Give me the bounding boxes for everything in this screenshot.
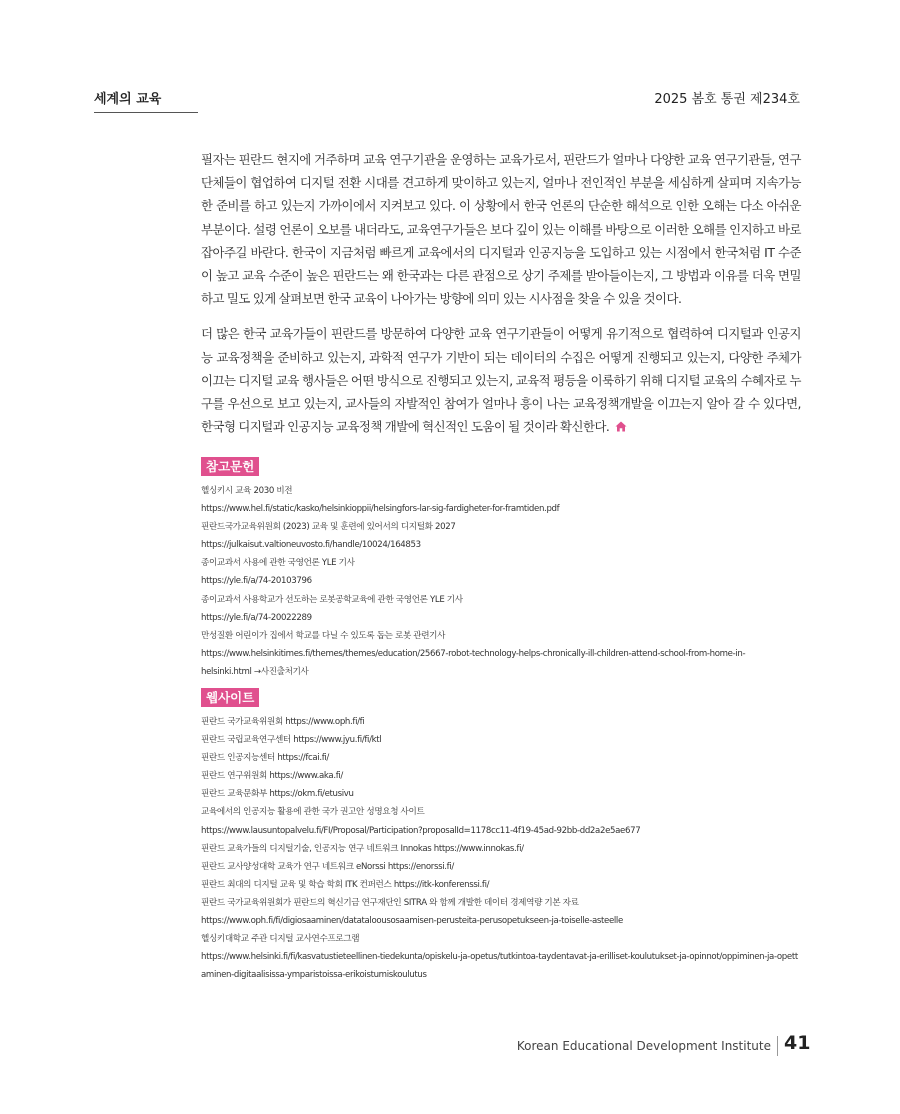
list-item: 핀란드 국가교육위원회가 핀란드의 혁신기금 연구재단인 SITRA 와 함께 개발한 데이터 경제역량 기본 자료 — [201, 897, 579, 908]
list-item[interactable]: https://www.lausuntopalvelu.fi/FI/Proposal/Participation?proposalId=1178cc11-4f19-45ad-92bb-dd2a2e5ae677 — [201, 825, 641, 836]
list-item: 교육에서의 인공지능 활용에 관한 국가 권고안 성명요청 사이트 — [201, 807, 425, 818]
paragraph — [201, 322, 801, 438]
list-item: 종이교과서 사용에 관한 국영언론 YLE 기사 — [201, 558, 355, 569]
references-label: 참고문헌 — [201, 457, 259, 476]
list-item[interactable]: 핀란드 인공지능센터 https://fcai.fi/ — [201, 753, 329, 764]
list-item[interactable]: https://julkaisut.valtioneuvosto.fi/handle/10024/164853 — [201, 540, 421, 551]
list-item: 종이교과서 사용학교가 선도하는 로봇공학교육에 관한 국영언론 YLE 기사 — [201, 594, 463, 605]
list-item[interactable]: https://www.helsinki.fi/fi/kasvatustieteellinen-tiedekunta/opiskelu-ja-opetus/tutkintoa-taydentavat-ja-erilliset-koulutukset-ja-opinnot/oppiminen-ja-opettaminen-digitaalisissa-ymparistoissa-erikoistumiskoulutus — [201, 952, 798, 981]
list-item: 헬싱키대학교 주관 디지털 교사연수프로그램 — [201, 934, 360, 945]
list-item[interactable]: 핀란드 국립교육연구센터 https://www.jyu.fi/fi/ktl — [201, 735, 382, 746]
footer-divider — [777, 1036, 778, 1056]
list-item: 핀란드국가교육위원회 (2023) 교육 및 훈련에 있어서의 디지털화 2027 — [201, 522, 456, 533]
issue-label: 2025 봄호 통권 제234호 — [654, 92, 800, 107]
paragraph-text: 더 많은 한국 교육가들이 핀란드를 방문하여 다양한 교육 연구기관들이 어떻게 유기적으로 협력하여 디지털과 인공지능 교육정책을 준비하고 있는지, 과학적 연구가 기반이 되는 데이터의 수집은 어떻게 진행되고 있는지, 다양한 주체가 이끄는 디지털 교육 행사들은 어떤 방식으로 진행되고 있는지, 교육적 평등을 이룩하기 위해 디지털 교육의 수혜자로 누구를 우선으로 보고 있는지, 교사들의 자발적인 참여가 얼마나 흥이 나는 교육정책개발을 이끄는지 알아 갈 수 있다면, 한국형 디지털과 인공지능 교육정책 개발에 혁신적인 도움이 될 것이라 확신한다. — [201, 326, 801, 435]
websites-list — [201, 713, 811, 984]
page-number: 41 — [784, 1032, 811, 1054]
list-item: 헬싱키시 교육 2030 비전 — [201, 486, 293, 496]
list-item[interactable]: https://www.helsinkitimes.fi/themes/themes/education/25667-robot-technology-helps-chronically-ill-children-attend-school-from-home-in-helsinki.html →사진출처기사 — [201, 648, 746, 677]
paragraph — [201, 148, 801, 310]
list-item[interactable]: 핀란드 최대의 디지털 교육 및 학습 학회 ITK 컨퍼런스 https://itk-konferenssi.fi/ — [201, 879, 490, 890]
list-item[interactable]: https://www.hel.fi/static/kasko/helsinkioppii/helsingfors-lar-sig-fardigheter-for-framtiden.pdf — [201, 504, 560, 515]
list-item[interactable]: 핀란드 연구위원회 https://www.aka.fi/ — [201, 771, 343, 782]
paragraph-text: 필자는 핀란드 현지에 거주하며 교육 연구기관을 운영하는 교육가로서, 핀란드가 얼마나 다양한 교육 연구기관들, 연구단체들이 협업하여 디지털 전환 시대를 견고하게 맞이하고 있는지, 얼마나 전인적인 부분을 세심하게 살피며 지속가능한 준비를 하고 있는지 가까이에서 지켜보고 있다. 이 상황에서 한국 언론의 단순한 해석으로 인한 오해는 다소 아쉬운 부분이다. 설령 언론이 오보를 내더라도, 교육연구가들은 보다 깊이 있는 이해를 바탕으로 이러한 오해를 인지하고 바로잡아주길 바란다. 한국이 지금처럼 빠르게 교육에서의 디지털과 인공지능을 도입하고 있는 시점에서 한국처럼 IT 수준이 높고 교육 수준이 높은 핀란드는 왜 한국과는 다른 관점으로 상기 주제를 받아들이는지, 그 방법과 이유를 더욱 면밀하고 밀도 있게 살펴보면 한국 교육이 나아가는 방향에 의미 있는 시사점을 찾을 수 있을 것이다. — [201, 152, 801, 307]
list-item[interactable]: 핀란드 국가교육위원회 https://www.oph.fi/fi — [201, 717, 365, 727]
article-body — [201, 148, 801, 450]
home-icon — [615, 421, 627, 432]
section-title: 세계의 교육 — [94, 88, 198, 113]
list-item[interactable]: 핀란드 교육문화부 https://okm.fi/etusivu — [201, 789, 354, 800]
list-item: 만성질환 어린이가 집에서 학교를 다닐 수 있도록 돕는 로봇 관련기사 — [201, 630, 446, 641]
websites-label: 웹사이트 — [201, 688, 259, 707]
list-item[interactable]: 핀란드 교육가들의 디지털기술, 인공지능 연구 네트워크 Innokas https://www.innokas.fi/ — [201, 843, 524, 854]
footer-institute: Korean Educational Development Institute — [516, 1039, 771, 1053]
references-list — [201, 482, 811, 681]
list-item[interactable]: https://www.oph.fi/fi/digiosaaminen/datataloousosaamisen-perusteita-perusopetukseen-ja-toiselle-asteelle — [201, 916, 623, 927]
list-item[interactable]: https://yle.fi/a/74-20022289 — [201, 612, 312, 623]
list-item[interactable]: 핀란드 교사양성대학 교육가 연구 네트워크 eNorssi https://enorssi.fi/ — [201, 861, 454, 872]
list-item[interactable]: https://yle.fi/a/74-20103796 — [201, 576, 312, 587]
